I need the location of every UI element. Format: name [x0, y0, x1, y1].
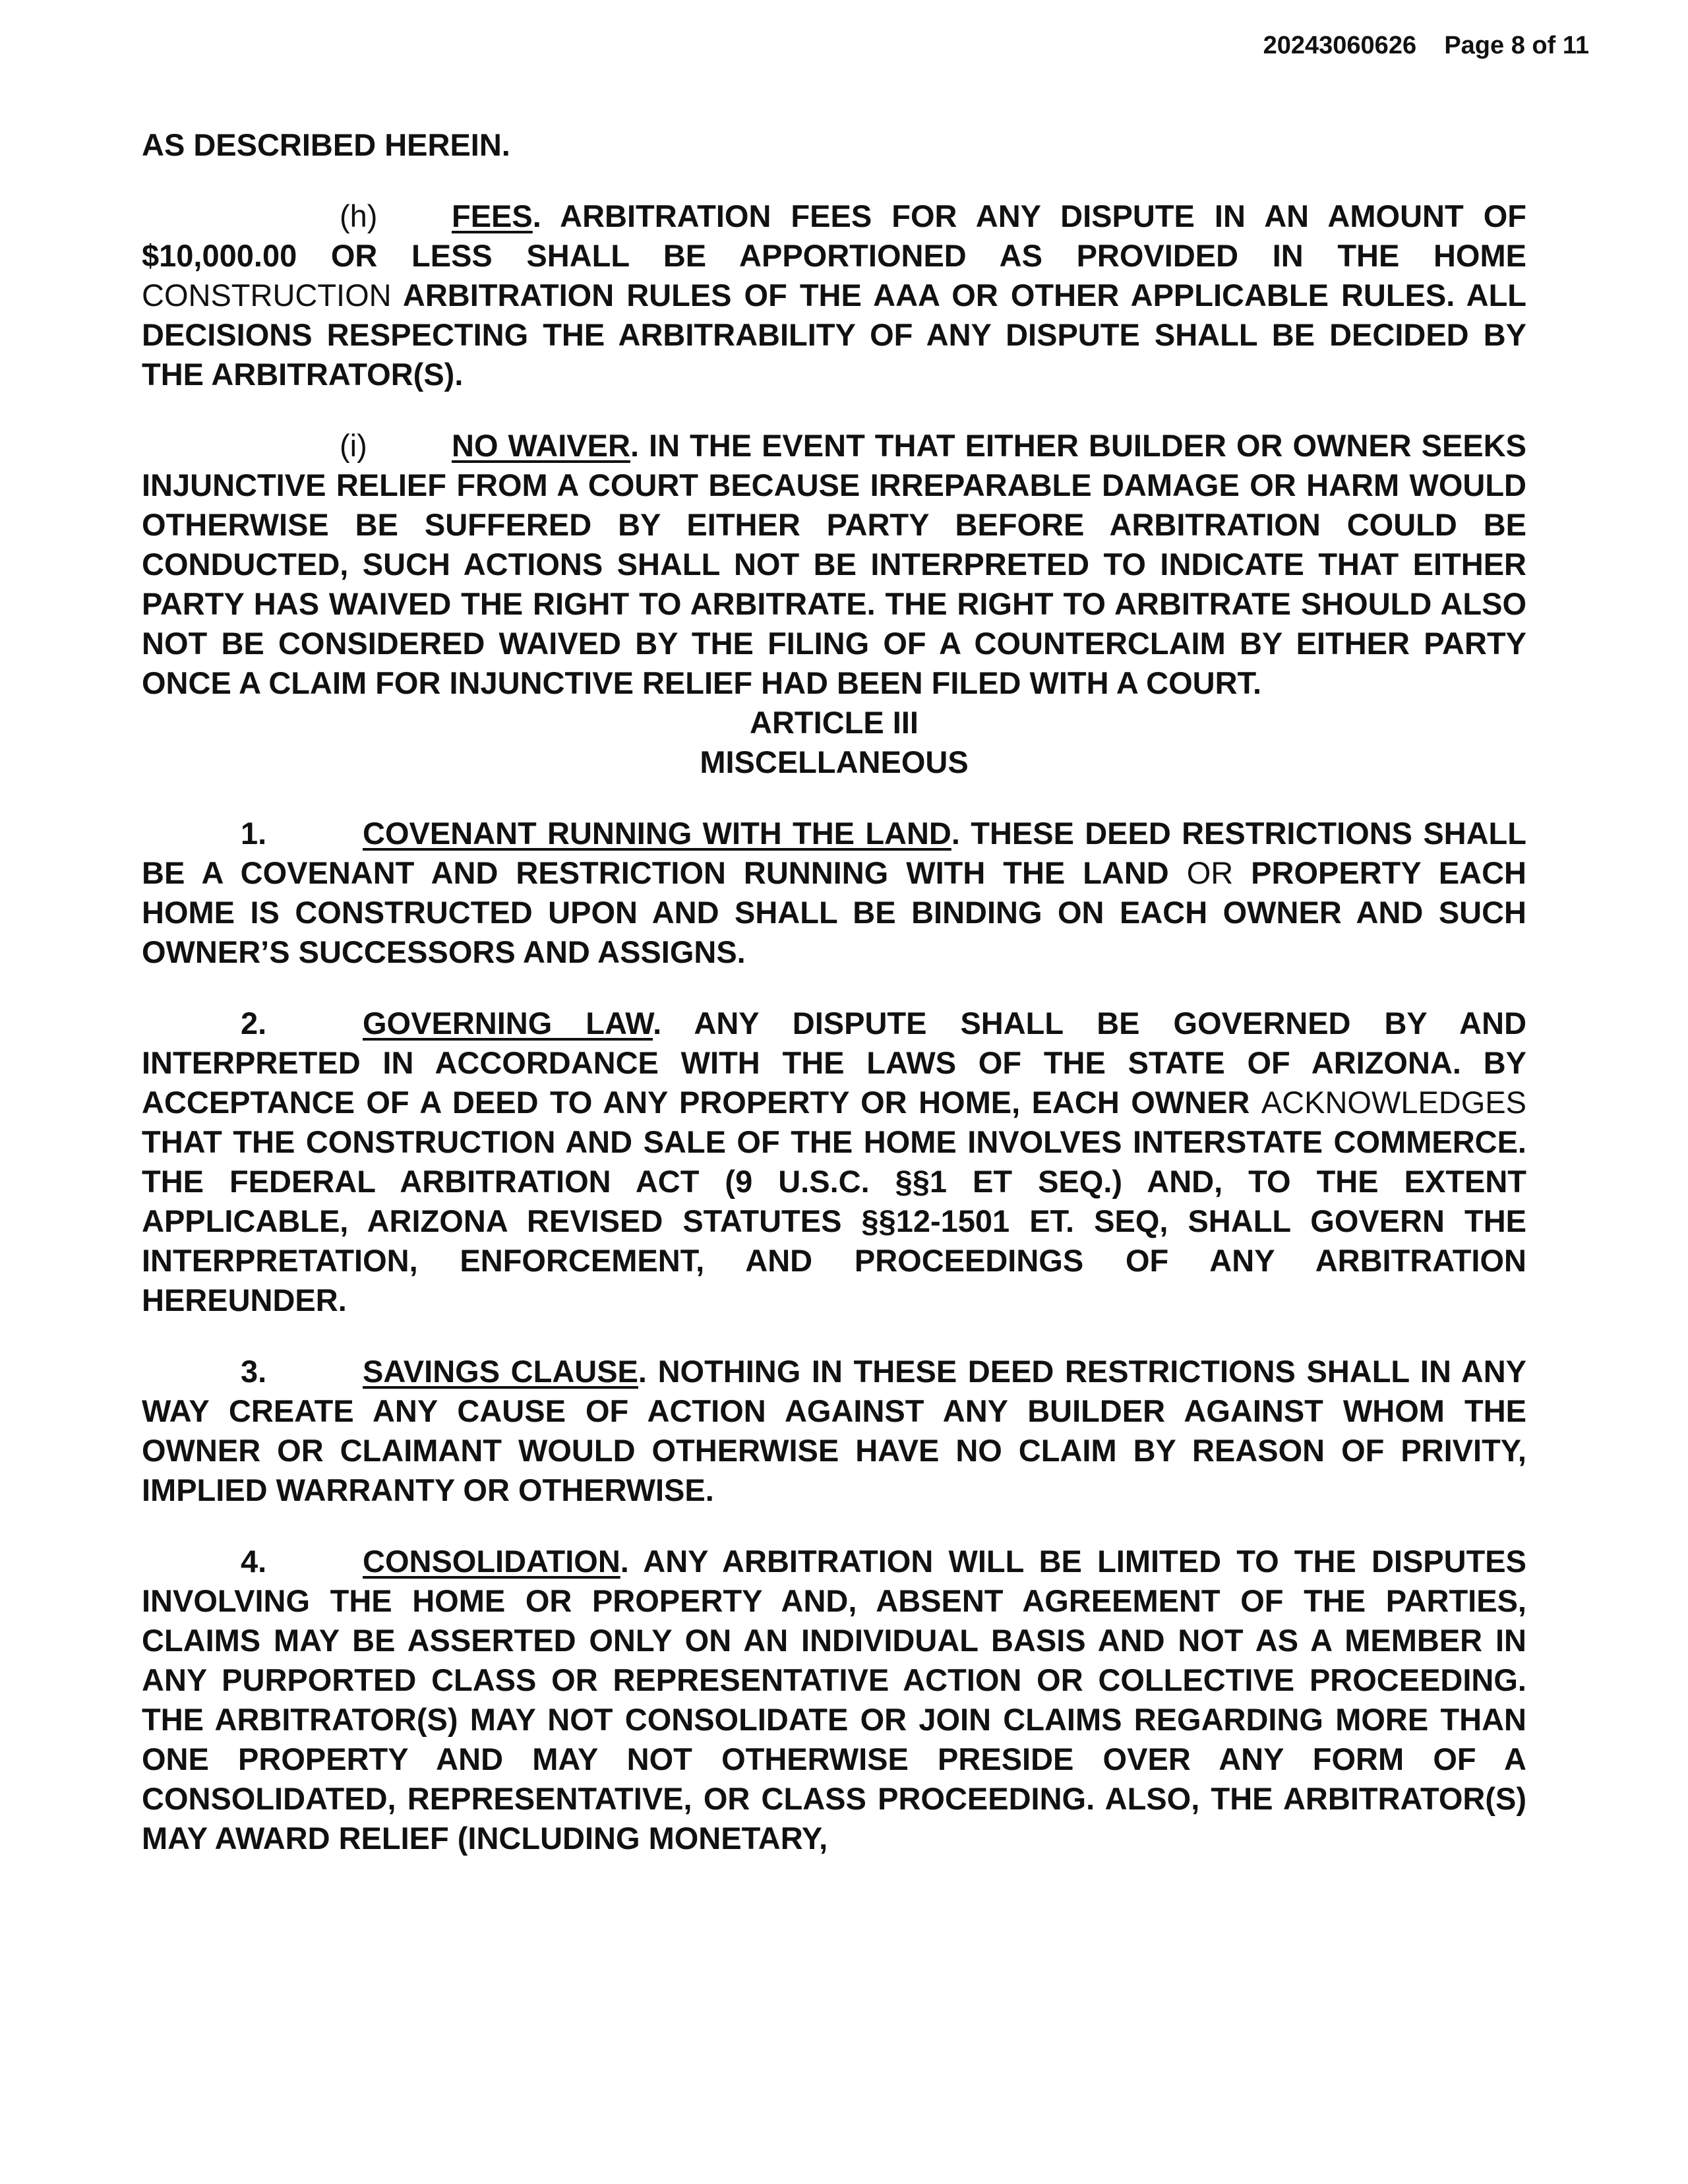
section-heading: FEES: [452, 198, 533, 233]
page-number: Page 8 of 11: [1444, 32, 1589, 59]
section-1-covenant: 1. COVENANT RUNNING WITH THE LAND. THESE DEED RESTRICTIONS SHALL BE A COVENANT AND RESTRICTION RUNNING WITH THE LAND OR PROPERTY EACH HOME IS CONSTRUCTED UPON AND SHALL BE BINDING ON EACH OWNER AND SUCH OWNER’S SUCCESSORS AND ASSIGNS.: [142, 814, 1526, 972]
section-heading: NO WAIVER: [452, 428, 630, 463]
section-2-governing-law: 2. GOVERNING LAW. ANY DISPUTE SHALL BE GOVERNED BY AND INTERPRETED IN ACCORDANCE WITH THE LAWS OF THE STATE OF ARIZONA. BY ACCEPTANCE OF A DEED TO ANY PROPERTY OR HOME, EACH OWNER ACKNOWLEDGES THAT THE CONSTRUCTION AND SALE OF THE HOME INVOLVES INTERSTATE COMMERCE. THE FEDERAL ARBITRATION ACT (9 U.S.C. §§1 ET SEQ.) AND, TO THE EXTENT APPLICABLE, ARIZONA REVISED STATUTES §§12-1501 ET. SEQ, SHALL GOVERN THE INTERPRETATION, ENFORCEMENT, AND PROCEEDINGS OF ANY ARBITRATION HEREUNDER.: [142, 1004, 1526, 1320]
section-marker: (i): [340, 428, 367, 463]
section-heading: SAVINGS CLAUSE: [363, 1354, 638, 1389]
section-3-savings-clause: 3. SAVINGS CLAUSE. NOTHING IN THESE DEED RESTRICTIONS SHALL IN ANY WAY CREATE ANY CAUSE OF ACTION AGAINST ANY BUILDER AGAINST WHOM THE OWNER OR CLAIMANT WOULD OTHERWISE HAVE NO CLAIM BY REASON OF PRIVITY, IMPLIED WARRANTY OR OTHERWISE.: [142, 1352, 1526, 1510]
section-heading: GOVERNING LAW: [363, 1006, 653, 1041]
section-4-consolidation: 4. CONSOLIDATION. ANY ARBITRATION WILL BE LIMITED TO THE DISPUTES INVOLVING THE HOME OR PROPERTY AND, ABSENT AGREEMENT OF THE PARTIES, CLAIMS MAY BE ASSERTED ONLY ON AN INDIVIDUAL BASIS AND NOT AS A MEMBER IN ANY PURPORTED CLASS OR REPRESENTATIVE ACTION OR COLLECTIVE PROCEEDING. THE ARBITRATOR(S) MAY NOT CONSOLIDATE OR JOIN CLAIMS REGARDING MORE THAN ONE PROPERTY AND MAY NOT OTHERWISE PRESIDE OVER ANY FORM OF A CONSOLIDATED, REPRESENTATIVE, OR CLASS PROCEEDING. ALSO, THE ARBITRATOR(S) MAY AWARD RELIEF (INCLUDING MONETARY,: [142, 1542, 1526, 1858]
document-body: [142, 125, 1526, 1858]
section-marker: 4.: [241, 1544, 267, 1579]
section-marker: 3.: [241, 1354, 267, 1389]
page-header: [1263, 32, 1589, 60]
section-marker: 2.: [241, 1006, 267, 1041]
section-marker: 1.: [241, 816, 267, 851]
article-subtitle: MISCELLANEOUS: [700, 744, 969, 779]
paragraph-continuation: AS DESCRIBED HEREIN.: [142, 127, 510, 162]
section-h-fees: (h) FEES. ARBITRATION FEES FOR ANY DISPUTE IN AN AMOUNT OF $10,000.00 OR LESS SHALL BE APPORTIONED AS PROVIDED IN THE HOME CONSTRUCTION ARBITRATION RULES OF THE AAA OR OTHER APPLICABLE RULES. ALL DECISIONS RESPECTING THE ARBITRABILITY OF ANY DISPUTE SHALL BE DECIDED BY THE ARBITRATOR(S).: [142, 197, 1526, 394]
section-i-no-waiver: (i) NO WAIVER. IN THE EVENT THAT EITHER BUILDER OR OWNER SEEKS INJUNCTIVE RELIEF FROM A COURT BECAUSE IRREPARABLE DAMAGE OR HARM WOULD OTHERWISE BE SUFFERED BY EITHER PARTY BEFORE ARBITRATION COULD BE CONDUCTED, SUCH ACTIONS SHALL NOT BE INTERPRETED TO INDICATE THAT EITHER PARTY HAS WAIVED THE RIGHT TO ARBITRATE. THE RIGHT TO ARBITRATE SHOULD ALSO NOT BE CONSIDERED WAIVED BY THE FILING OF A COUNTERCLAIM BY EITHER PARTY ONCE A CLAIM FOR INJUNCTIVE RELIEF HAD BEEN FILED WITH A COURT.: [142, 426, 1526, 703]
section-marker: (h): [340, 198, 378, 233]
section-heading: COVENANT RUNNING WITH THE LAND: [363, 816, 951, 851]
section-heading: CONSOLIDATION: [363, 1544, 620, 1579]
article-title: ARTICLE III: [750, 705, 919, 740]
document-number: 20243060626: [1263, 32, 1417, 59]
